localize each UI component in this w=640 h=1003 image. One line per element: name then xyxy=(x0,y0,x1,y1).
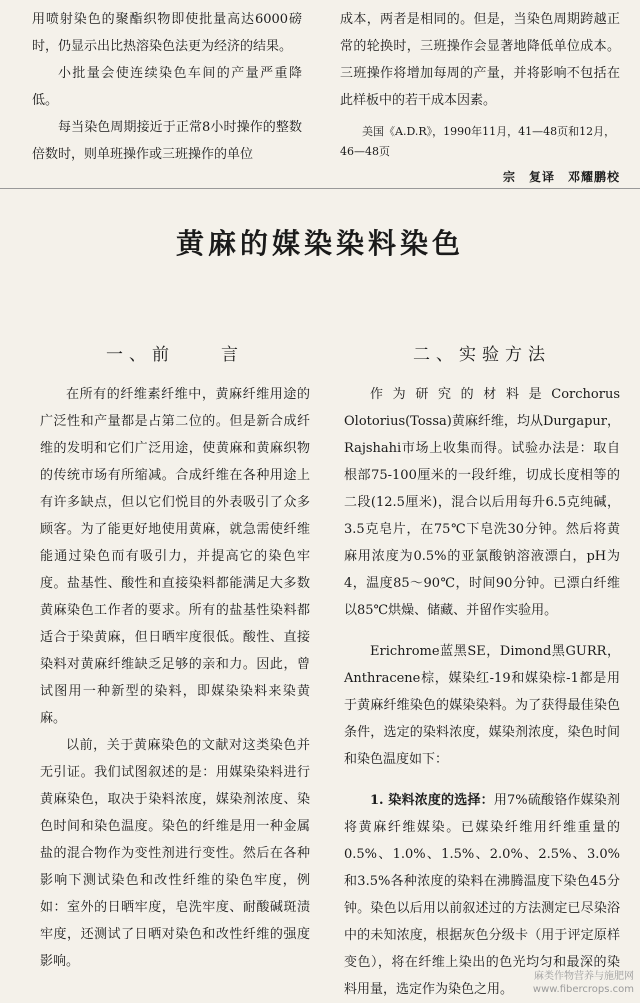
numbered-item-text: 用7%硫酸铬作媒染剂将黄麻纤维媒染。已媒染纤维用纤维重量的0.5%、1.0%、1.5%、2.0%、2.5%、3.0%和3.5%各种浓度的染料在沸腾温度下染色45分钟。染色以后用以前叙述过的方法测定已尽染浴中的未知浓度，根据灰色分级卡（用于评定原样变色），将在纤维上染出的色光均匀和最深的染料用量，选定作为染色之用。 xyxy=(344,793,620,997)
section-heading-introduction: 一、前 言 xyxy=(106,345,244,365)
article-right-column xyxy=(344,340,620,1003)
watermark xyxy=(533,970,634,996)
section-heading-methods: 二、实验方法 xyxy=(413,345,551,365)
body-paragraph: 用喷射染色的聚酯织物即使批量高达6000磅时，仍显示出比热溶染色法更为经济的结果。 xyxy=(32,12,302,54)
section-divider xyxy=(0,188,640,189)
body-paragraph: 以前，关于黄麻染色的文献对这类染色并无引证。我们试图叙述的是：用媒染染料进行黄麻染色，取决于染料浓度，媒染剂浓度、染色时间和染色温度。染色的纤维是用一种金属盐的混合物作为变性剂进行变性。然后在各种影响下测试染色和改性纤维的染色牢度，例如：室外的日晒牢度，皂洗牢度、耐酸碱斑渍牢度，还测试了日晒对染色和改性纤维的强度影响。 xyxy=(40,738,310,969)
previous-article-right-column xyxy=(340,6,620,185)
translator-credit: 宗 复译 邓耀鹏校 xyxy=(502,170,620,184)
article-left-column xyxy=(40,340,310,975)
body-paragraph: Erichrome蓝黑SE，Dimond黑GURR，Anthracene棕，媒染红-19和媒染棕-1都是用于黄麻纤维染色的媒染染料。为了获得最佳染色条件，选定的染料浓度，媒染剂浓度，染色时间和染色温度如下： xyxy=(344,644,620,767)
citation: 美国《A.D.R》，1990年11月，41—48页和12月，46—48页 xyxy=(340,125,616,158)
body-paragraph: 成本，两者是相同的。但是，当染色周期跨越正常的轮换时，三班操作会显著地降低单位成本。三班操作将增加每周的产量，并将影响不包括在此样板中的若干成本因素。 xyxy=(340,12,620,108)
article-title: 黄麻的媒染染料染色 xyxy=(175,227,464,260)
previous-article-left-column xyxy=(32,6,302,168)
body-paragraph: 在所有的纤维素纤维中，黄麻纤维用途的广泛性和产量都是占第二位的。但是新合成纤维的发明和它们广泛用途，使黄麻和黄麻织物的传统市场有所缩减。合成纤维在各种用途上有许多缺点，但以它们悦目的外表吸引了众多顾客。为了能更好地使用黄麻，就急需使纤维能通过染色而有吸引力，并提高它的染色牢度。盐基性、酸性和直接染料都能满足大多数黄麻染色工作者的要求。所有的盐基性染料都适合于染黄麻，但日晒牢度很低。酸性、直接染料对黄麻纤维缺乏足够的亲和力。因此，曾试图用一种新型的染料，即媒染染料来染黄麻。 xyxy=(40,387,310,726)
body-paragraph: 每当染色周期接近于正常8小时操作的整数倍数时，则单班操作或三班操作的单位 xyxy=(32,120,302,162)
watermark-url: www.fibercrops.com xyxy=(532,984,634,995)
body-paragraph: 小批量会使连续染色车间的产量严重降低。 xyxy=(32,66,302,108)
body-paragraph: 作为研究的材料是Corchorus Olotorius(Tossa)黄麻纤维，均从Durgapur，Rajshahi市场上收集而得。试验办法是：取自根部75-100厘米的一段纤维，切成长度相等的二段(12.5厘米)，混合以后用每升6.5克纯碱，3.5克皂片，在75℃下皂洗30分钟。然后将黄麻用浓度为0.5%的亚氯酸钠溶液漂白，pH为4，温度85～90℃，时间90分钟。已漂白纤维以85℃烘燥、储藏、并留作实验用。 xyxy=(344,387,620,618)
watermark-site-name: 麻类作物营养与施肥网 xyxy=(534,971,634,982)
numbered-item-label: 1. 染料浓度的选择： xyxy=(370,793,494,808)
